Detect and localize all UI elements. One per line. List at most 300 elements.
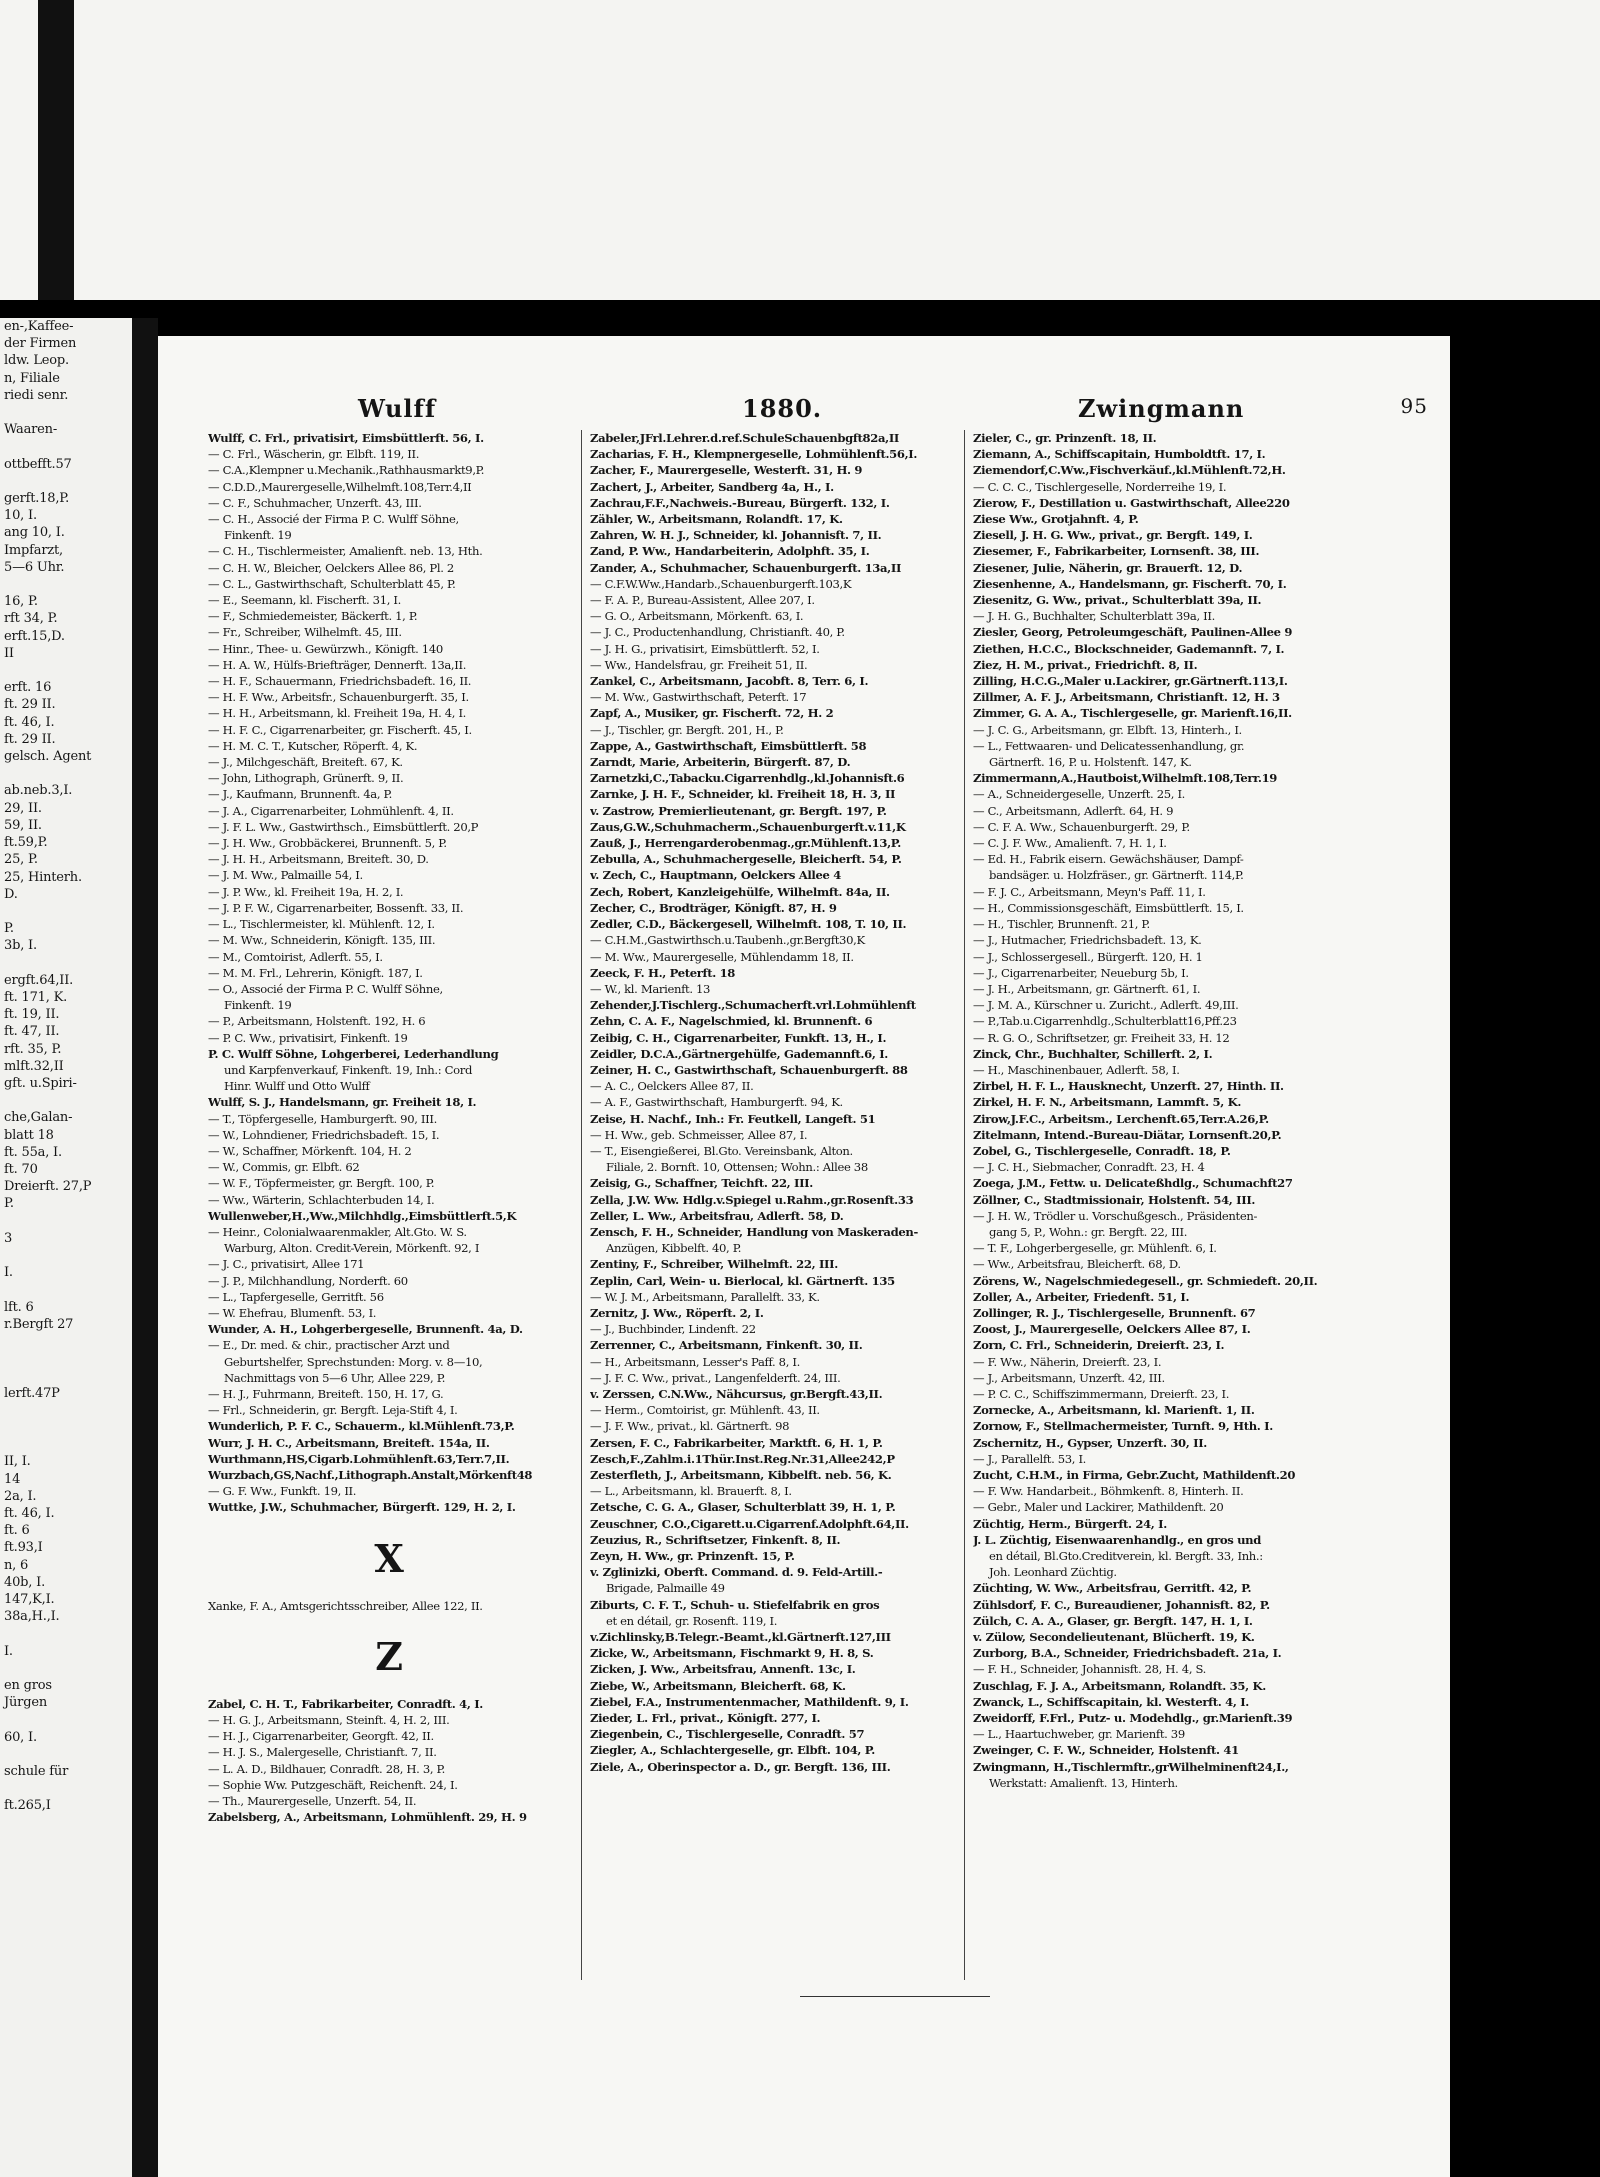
directory-entry: Züchtig, Herm., Bürgerft. 24, I. <box>973 1516 1167 1531</box>
directory-entry: — J., Arbeitsmann, Unzerft. 42, III. <box>973 1370 1165 1385</box>
directory-entry: Zimmer, G. A. A., Tischlergeselle, gr. Marienft.16,II. <box>973 706 1292 721</box>
left-page-line <box>0 1711 132 1728</box>
directory-entry: Zentiny, F., Schreiber, Wilhelmft. 22, III. <box>590 1257 838 1272</box>
directory-entry: — W., Schaffner, Mörkenft. 104, H. 2 <box>208 1143 412 1158</box>
directory-entry: — Ww., Handelsfrau, gr. Freiheit 51, II. <box>590 657 808 672</box>
directory-entry: — W., Lohndiener, Friedrichsbadeft. 15, I. <box>208 1127 440 1142</box>
directory-entry: Zweinger, C. F. W., Schneider, Holstenft. 41 <box>973 1743 1239 1758</box>
directory-entry: — J. P., Milchhandlung, Norderft. 60 <box>208 1273 408 1288</box>
directory-entry: Zwingmann, H.,Tischlermftr.,grWilhelminenft24,I., <box>973 1759 1289 1774</box>
left-page-line: I. <box>4 1643 13 1659</box>
directory-entry: Zarnke, J. H. F., Schneider, kl. Freiheit 18, H. 3, II <box>590 787 896 802</box>
directory-entry: — Frl., Schneiderin, gr. Bergft. Leja-Stift 4, I. <box>208 1403 458 1418</box>
left-page-line: 2a, I. <box>4 1488 37 1504</box>
directory-entry: Zieder, L. Frl., privat., Königft. 277, I. <box>590 1711 821 1726</box>
directory-entry: Zeuschner, C.O.,Cigarett.u.Cigarrenf.Adolphft.64,II. <box>590 1516 909 1531</box>
directory-entry: — J. P. Ww., kl. Freiheit 19a, H. 2, I. <box>208 884 404 899</box>
directory-entry: Ziele, A., Oberinspector a. D., gr. Bergft. 136, III. <box>590 1759 891 1774</box>
directory-entry: Zacharias, F. H., Klempnergeselle, Lohmühlenft.56,I. <box>590 447 918 462</box>
directory-entry: Zersen, F. C., Fabrikarbeiter, Marktft. 6, H. 1, P. <box>590 1435 883 1450</box>
directory-entry: — H. Ww., geb. Schmeisser, Allee 87, I. <box>590 1127 808 1142</box>
directory-entry: Wuttke, J.W., Schuhmacher, Bürgerft. 129, H. 2, I. <box>208 1500 516 1515</box>
left-page-line: rft 34, P. <box>4 611 58 627</box>
directory-entry: — Fr., Schreiber, Wilhelmft. 45, III. <box>208 625 402 640</box>
directory-entry: Ziesell, J. H. G. Ww., privat., gr. Bergft. 149, I. <box>973 528 1253 543</box>
directory-entry: — L., Tischlermeister, kl. Mühlenft. 12, I. <box>208 917 435 932</box>
directory-entry: — J. F. Ww., privat., kl. Gärtnerft. 98 <box>590 1419 790 1434</box>
directory-entry: — A. F., Gastwirthschaft, Hamburgerft. 94, K. <box>590 1095 843 1110</box>
directory-entry: Zicke, W., Arbeitsmann, Fischmarkt 9, H. 8, S. <box>590 1646 874 1661</box>
column-divider <box>964 430 965 1980</box>
directory-entry: Zappe, A., Gastwirthschaft, Eimsbüttlerft. 58 <box>590 738 867 753</box>
directory-entry: — F. A. P., Bureau-Assistent, Allee 207, I. <box>590 593 815 608</box>
directory-entry: — J. H. W., Trödler u. Vorschußgesch., Präsidenten- <box>973 1208 1258 1223</box>
directory-entry: Wunderlich, P. F. C., Schauerm., kl.Mühlenft.73,P. <box>208 1419 515 1434</box>
directory-entry: — C.D.D.,Maurergeselle,Wilhelmft.108,Terr.4,II <box>208 479 472 494</box>
directory-entry: — L., Tapfergeselle, Gerritft. 56 <box>208 1289 384 1304</box>
directory-entry: — C. H., Associé der Firma P. C. Wulff Söhne, <box>208 512 459 527</box>
directory-entry: — P. C. C., Schiffszimmermann, Dreierft. 23, I. <box>973 1386 1230 1401</box>
directory-entry: — W. Ehefrau, Blumenft. 53, I. <box>208 1305 377 1320</box>
left-page-line <box>0 1660 132 1677</box>
directory-entry: — F. J. C., Arbeitsmann, Meyn's Paff. 11, I. <box>973 884 1206 899</box>
left-page-line: P. <box>4 921 14 937</box>
directory-entry: — J., Cigarrenarbeiter, Neueburg 5b, I. <box>973 965 1189 980</box>
entry-continuation: Warburg, Alton. Credit-Verein, Mörkenft. 92, I <box>224 1241 480 1256</box>
directory-entry: Züchting, W. Ww., Arbeitsfrau, Gerritft. 42, P. <box>973 1581 1252 1596</box>
directory-entry: — M. Ww., Schneiderin, Königft. 135, III. <box>208 933 436 948</box>
directory-entry: Xanke, F. A., Amtsgerichtsschreiber, Allee 122, II. <box>208 1598 483 1613</box>
left-page-line: ft.59,P. <box>4 835 48 851</box>
directory-entry: Wurzbach,GS,Nachf.,Lithograph.Anstalt,Mörkenft48 <box>208 1468 533 1482</box>
directory-entry: — R. G. O., Schriftsetzer, gr. Freiheit 33, H. 12 <box>973 1030 1230 1045</box>
directory-entry: Zella, J.W. Ww. Hdlg.v.Spiegel u.Rahm.,gr.Rosenft.33 <box>590 1192 914 1207</box>
left-page-line: ft.93,I <box>4 1540 43 1556</box>
directory-entry: — L. A. D., Bildhauer, Conradft. 28, H. 3, P. <box>208 1761 445 1776</box>
directory-entry: Zähler, W., Arbeitsmann, Rolandft. 17, K. <box>590 512 843 527</box>
entry-continuation: Werkstatt: Amalienft. 13, Hinterh. <box>989 1775 1178 1790</box>
entry-continuation: et en détail, gr. Rosenft. 119, I. <box>606 1613 778 1628</box>
directory-entry: Wunder, A. H., Lohgerbergeselle, Brunnenft. 4a, D. <box>208 1322 523 1337</box>
directory-entry: Zahren, W. H. J., Schneider, kl. Johannisft. 7, II. <box>590 528 882 543</box>
directory-entry: — A. C., Oelckers Allee 87, II. <box>590 1079 754 1094</box>
directory-entry: Zirbel, H. F. L., Hausknecht, Unzerft. 27, Hinth. II. <box>973 1079 1284 1094</box>
directory-entry: Ziebe, W., Arbeitsmann, Bleicherft. 68, K. <box>590 1678 846 1693</box>
directory-entry: — J. H., Arbeitsmann, gr. Gärtnerft. 61, I. <box>973 981 1201 996</box>
left-page-line: 25, Hinterh. <box>4 869 82 885</box>
directory-entry: — T. F., Lohgerbergeselle, gr. Mühlenft. 6, I. <box>973 1241 1217 1256</box>
entry-continuation: Nachmittags von 5—6 Uhr, Allee 229, P. <box>224 1370 446 1385</box>
left-page-line: 16, P. <box>4 594 38 610</box>
left-page-line: ottbefft.57 <box>4 456 72 472</box>
section-letter: Z <box>375 1633 403 1679</box>
directory-entry: Zeuzius, R., Schriftsetzer, Finkenft. 8, II. <box>590 1532 841 1547</box>
left-page-line: ab.neb.3,I. <box>4 783 73 799</box>
end-rule <box>800 1996 990 1997</box>
directory-entry: — M. Ww., Gastwirthschaft, Peterft. 17 <box>590 690 807 705</box>
left-page-line: 38a,H.,I. <box>4 1609 60 1625</box>
directory-entry: — H. F., Schauermann, Friedrichsbadeft. 16, II. <box>208 674 472 689</box>
left-page-line: ft. 70 <box>4 1161 38 1177</box>
directory-entry: — F. H., Schneider, Johannisft. 28, H. 4, S. <box>973 1662 1206 1677</box>
left-page-line: Dreierft. 27,P <box>4 1179 92 1195</box>
left-page-line: ldw. Leop. <box>4 353 69 369</box>
directory-entry: — J., Schlossergesell., Bürgerft. 120, H. 1 <box>973 949 1203 964</box>
left-page-line <box>0 662 132 679</box>
directory-entry: — H. G. J., Arbeitsmann, Steinft. 4, H. 2, III. <box>208 1713 450 1728</box>
directory-entry: — T., Eisengießerei, Bl.Gto. Vereinsbank, Alton. <box>590 1143 853 1158</box>
directory-entry: — J. C., Productenhandlung, Christianft. 40, P. <box>590 625 845 640</box>
entry-continuation: Anzügen, Kibbelft. 40, P. <box>606 1241 742 1256</box>
directory-entry: — W. F., Töpfermeister, gr. Bergft. 100, P. <box>208 1176 435 1191</box>
left-page-line: II <box>4 645 14 661</box>
left-page-line: n, Filiale <box>4 370 60 386</box>
directory-entry: v. Zülow, Secondelieutenant, Blücherft. 19, K. <box>973 1630 1255 1645</box>
left-page-line: 29, II. <box>4 800 42 816</box>
directory-entry: — Th., Maurergeselle, Unzerft. 54, II. <box>208 1794 417 1809</box>
header-year: 1880. <box>742 394 823 423</box>
directory-entry: — J. A., Cigarrenarbeiter, Lohmühlenft. 4, II. <box>208 803 454 818</box>
directory-entry: Zabeler,JFrl.Lehrer.d.ref.SchuleSchauenbgft82a,II <box>590 431 899 445</box>
directory-entry: Zimmermann,A.,Hautboist,Wilhelmft.108,Terr.19 <box>973 771 1278 786</box>
column-2 <box>590 430 952 1775</box>
directory-entry: — J. C. G., Arbeitsmann, gr. Elbft. 13, Hinterh., I. <box>973 722 1242 737</box>
directory-entry: — G. F. Ww., Funkft. 19, II. <box>208 1484 357 1499</box>
directory-entry: — Hinr., Thee- u. Gewürzwh., Königft. 140 <box>208 641 443 656</box>
directory-entry: Zuschlag, F. J. A., Arbeitsmann, Rolandft. 35, K. <box>973 1678 1266 1693</box>
left-page-line: blatt 18 <box>4 1127 54 1143</box>
directory-entry: v. Zech, C., Hauptmann, Oelckers Allee 4 <box>590 868 841 883</box>
left-page-line: en-,Kaffee- <box>4 319 74 334</box>
directory-entry: Zauß, J., Herrengarderobenmag.,gr.Mühlenft.13,P. <box>590 836 901 851</box>
directory-entry: Zand, P. Ww., Handarbeiterin, Adolphft. 35, I. <box>590 544 870 559</box>
left-page-line <box>0 438 132 455</box>
directory-entry: Zirkel, H. F. N., Arbeitsmann, Lammft. 5, K. <box>973 1095 1242 1110</box>
entry-continuation: Finkenft. 19 <box>224 528 292 543</box>
directory-entry: Zesch,F.,Zahlm.i.1Thür.Inst.Reg.Nr.31,Allee242,P <box>590 1451 895 1466</box>
directory-entry: Zwanck, L., Schiffscapitain, kl. Westerft. 4, I. <box>973 1694 1249 1709</box>
left-page-line <box>0 1213 132 1230</box>
left-page-line: II, I. <box>4 1454 31 1470</box>
directory-entry: — Ww., Arbeitsfrau, Bleicherft. 68, D. <box>973 1257 1181 1272</box>
directory-entry: — J. H. Ww., Grobbäckerei, Brunnenft. 5, P. <box>208 836 447 851</box>
directory-entry: Zeiner, H. C., Gastwirthschaft, Schauenburgerft. 88 <box>590 1062 908 1077</box>
directory-entry: — J., Kaufmann, Brunnenft. 4a, P. <box>208 787 392 802</box>
directory-entry: — E., Dr. med. & chir., practischer Arzt und <box>208 1338 450 1353</box>
directory-entry: Zeller, L. Ww., Arbeitsfrau, Adlerft. 58, D. <box>590 1208 844 1223</box>
header-left-word: Wulff <box>358 394 437 423</box>
entry-continuation: Geburtshelfer, Sprechstunden: Morg. v. 8—10, <box>224 1354 483 1369</box>
directory-entry: — J., Tischler, gr. Bergft. 201, H., P. <box>590 722 784 737</box>
directory-entry: Zachrau,F.F.,Nachweis.-Bureau, Bürgerft. 132, I. <box>590 495 890 510</box>
directory-entry: — J. M. A., Kürschner u. Zuricht., Adlerft. 49,III. <box>973 998 1239 1013</box>
directory-entry: Zülch, C. A. A., Glaser, gr. Bergft. 147, H. 1, I. <box>973 1613 1253 1628</box>
directory-entry: Ziese Ww., Grotjahnft. 4, P. <box>973 512 1139 527</box>
directory-entry: — W., Commis, gr. Elbft. 62 <box>208 1160 360 1175</box>
left-page-line: der Firmen <box>4 336 77 352</box>
directory-entry: Ziez, H. M., privat., Friedrichft. 8, II. <box>973 657 1198 672</box>
left-page-line: 3 <box>4 1230 13 1246</box>
directory-entry: — L., Fettwaaren- und Delicatessenhandlung, gr. <box>973 738 1245 753</box>
left-page-line: n, 6 <box>4 1557 29 1573</box>
directory-entry: Zöllner, C., Stadtmissionair, Holstenft. 54, III. <box>973 1192 1256 1207</box>
directory-entry: Wulff, C. Frl., privatisirt, Eimsbüttlerft. 56, I. <box>208 431 484 445</box>
directory-entry: Zierow, F., Destillation u. Gastwirthschaft, Allee220 <box>973 495 1290 510</box>
directory-entry: — J., Hutmacher, Friedrichsbadeft. 13, K. <box>973 933 1202 948</box>
left-page-line <box>0 1419 132 1436</box>
directory-entry: — H. M. C. T., Kutscher, Röperft. 4, K. <box>208 738 418 753</box>
left-page-line: ft. 46, I. <box>4 1506 55 1522</box>
directory-entry: — J., Milchgeschäft, Breiteft. 67, K. <box>208 755 403 770</box>
directory-page <box>158 336 1450 2177</box>
directory-entry: Zernitz, J. Ww., Röperft. 2, I. <box>590 1305 764 1320</box>
left-page-line <box>0 1780 132 1797</box>
directory-entry: Zabel, C. H. T., Fabrikarbeiter, Conradft. 4, I. <box>208 1696 483 1711</box>
directory-entry: — J., Parallelft. 53, I. <box>973 1451 1087 1466</box>
directory-entry: — Heinr., Colonialwaarenmakler, Alt.Gto. W. S. <box>208 1224 467 1239</box>
spacer <box>208 1588 570 1598</box>
section-letter: X <box>374 1535 404 1581</box>
left-page-line: 147,K,I. <box>4 1592 55 1608</box>
directory-entry: Zweidorff, F.Frl., Putz- u. Modehdlg., gr.Marienft.39 <box>973 1711 1293 1726</box>
spacer <box>208 1686 570 1696</box>
directory-entry: — H., Tischler, Brunnenft. 21, P. <box>973 917 1150 932</box>
left-page-fragment <box>0 318 132 2177</box>
directory-entry: Zarndt, Marie, Arbeiterin, Bürgerft. 87, D. <box>590 755 851 770</box>
directory-entry: — A., Schneidergeselle, Unzerft. 25, I. <box>973 787 1186 802</box>
directory-entry: — C. C. C., Tischlergeselle, Norderreihe 19, I. <box>973 479 1227 494</box>
directory-entry: — C.F.W.Ww.,Handarb.,Schauenburgerft.103,K <box>590 576 852 591</box>
directory-entry: — C. H. W., Bleicher, Oelckers Allee 86, Pl. 2 <box>208 560 454 575</box>
directory-entry: — F. Ww. Handarbeit., Böhmkenft. 8, Hinterh. II. <box>973 1484 1244 1499</box>
dark-edge <box>38 0 74 300</box>
left-page-line <box>0 1746 132 1763</box>
directory-entry: Zesterfleth, J., Arbeitsmann, Kibbelft. neb. 56, K. <box>590 1468 892 1482</box>
directory-entry: Zörens, W., Nagelschmiedegesell., gr. Schmiedeft. 20,II. <box>973 1273 1318 1288</box>
spacer <box>208 1516 570 1526</box>
directory-entry: Ziburts, C. F. T., Schuh- u. Stiefelfabrik en gros <box>590 1597 880 1612</box>
entry-continuation: Finkenft. 19 <box>224 998 292 1013</box>
directory-entry: Ziesener, Julie, Näherin, gr. Brauerft. 12, D. <box>973 560 1243 575</box>
left-page-line: 5—6 Uhr. <box>4 559 65 575</box>
directory-entry: — H. F. C., Cigarrenarbeiter, gr. Fischerft. 45, I. <box>208 722 472 737</box>
left-page-line: ft. 46, I. <box>4 714 55 730</box>
directory-entry: Zeyn, H. Ww., gr. Prinzenft. 15, P. <box>590 1549 795 1564</box>
directory-entry: v. Zastrow, Premierlieutenant, gr. Bergft. 197, P. <box>590 803 887 818</box>
left-page-line <box>0 473 132 490</box>
directory-entry: — C., Arbeitsmann, Adlerft. 64, H. 9 <box>973 803 1174 818</box>
left-page-line: gft. u.Spiri- <box>4 1075 77 1091</box>
directory-entry: Zeidler, D.C.A.,Gärtnergehülfe, Gademannft.6, I. <box>590 1046 888 1061</box>
directory-entry: Ziesenitz, G. Ww., privat., Schulterblatt 39a, II. <box>973 593 1262 608</box>
directory-entry: Zebulla, A., Schuhmachergeselle, Bleicherft. 54, P. <box>590 852 902 867</box>
directory-entry: — J. F. C. Ww., privat., Langenfelderft. 24, III. <box>590 1370 841 1385</box>
left-page-line <box>0 955 132 972</box>
directory-entry: — J. F. L. Ww., Gastwirthsch., Eimsbüttlerft. 20,P <box>208 819 479 834</box>
directory-entry: Zornecke, A., Arbeitsmann, kl. Marienft. 1, II. <box>973 1403 1255 1418</box>
directory-entry: — J. P. F. W., Cigarrenarbeiter, Bossenft. 33, II. <box>208 900 464 915</box>
left-page-line: Waaren- <box>4 422 58 438</box>
directory-entry: — F., Schmiedemeister, Bäckerft. 1, P. <box>208 609 418 624</box>
directory-entry: Zeeck, F. H., Peterft. 18 <box>590 965 736 980</box>
directory-entry: — C. F., Schuhmacher, Unzerft. 43, III. <box>208 495 422 510</box>
left-page-line: erft.15,D. <box>4 628 65 644</box>
directory-entry: Ziesemer, F., Fabrikarbeiter, Lornsenft. 38, III. <box>973 544 1260 559</box>
directory-entry: Zühlsdorf, F. C., Bureaudiener, Johannisft. 82, P. <box>973 1597 1270 1612</box>
directory-entry: Zurborg, B.A., Schneider, Friedrichsbadeft. 21a, I. <box>973 1646 1282 1661</box>
left-page-line: 40b, I. <box>4 1574 45 1590</box>
left-page-line: ang 10, I. <box>4 525 65 541</box>
directory-entry: Zeisig, G., Schaffner, Teichft. 22, III. <box>590 1176 813 1191</box>
left-page-line <box>0 1402 132 1419</box>
left-page-line: ft.265,I <box>4 1798 51 1814</box>
directory-entry: Zaus,G.W.,Schuhmacherm.,Schauenburgerft.v.11,K <box>590 819 906 834</box>
directory-entry: — J. M. Ww., Palmaille 54, I. <box>208 868 363 883</box>
directory-entry: — P. C. Ww., privatisirt, Finkenft. 19 <box>208 1030 408 1045</box>
directory-entry: Ziemendorf,C.Ww.,Fischverkäuf.,kl.Mühlenft.72,H. <box>973 463 1286 478</box>
directory-entry: — H. F. Ww., Arbeitsfr., Schauenburgerft. 35, I. <box>208 690 469 705</box>
directory-entry: — J. C., privatisirt, Allee 171 <box>208 1257 365 1272</box>
directory-entry: — H., Arbeitsmann, Lesser's Paff. 8, I. <box>590 1354 800 1369</box>
column-3 <box>973 430 1335 1791</box>
directory-entry: — Herm., Comtoirist, gr. Mühlenft. 43, II. <box>590 1403 820 1418</box>
directory-entry: — J. H. H., Arbeitsmann, Breiteft. 30, D. <box>208 852 429 867</box>
directory-entry: Wurthmann,HS,Cigarb.Lohmühlenft.63,Terr.7,II. <box>208 1451 510 1466</box>
directory-entry: P. C. Wulff Söhne, Lohgerberei, Lederhandlung <box>208 1046 499 1061</box>
left-page-line: en gros <box>4 1678 52 1694</box>
directory-entry: — H. H., Arbeitsmann, kl. Freiheit 19a, H. 4, I. <box>208 706 467 721</box>
directory-entry: — Gebr., Maler und Lackirer, Mathildenft. 20 <box>973 1500 1224 1515</box>
directory-entry: — C.H.M.,Gastwirthsch.u.Taubenh.,gr.Bergft30,K <box>590 933 865 948</box>
directory-entry: — C. F. A. Ww., Schauenburgerft. 29, P. <box>973 819 1190 834</box>
directory-entry: v. Zglinizki, Oberft. Command. d. 9. Feld-Artill.- <box>590 1565 883 1580</box>
left-page-line: erft. 16 <box>4 680 52 696</box>
directory-entry: — W. J. M., Arbeitsmann, Parallelft. 33, K. <box>590 1289 820 1304</box>
directory-entry: Ziegenbein, C., Tischlergeselle, Conradft. 57 <box>590 1727 865 1742</box>
directory-entry: v.Zichlinsky,B.Telegr.-Beamt.,kl.Gärtnerft.127,III <box>590 1630 891 1645</box>
directory-entry: Zitelmann, Intend.-Bureau-Diätar, Lornsenft.20,P. <box>973 1127 1282 1142</box>
left-page-line <box>0 1367 132 1384</box>
directory-entry: — C. L., Gastwirthschaft, Schulterblatt 45, P. <box>208 576 456 591</box>
header-right-word: Zwingmann <box>1078 394 1245 423</box>
directory-entry: Zucht, C.H.M., in Firma, Gebr.Zucht, Mathildenft.20 <box>973 1468 1296 1482</box>
directory-entry: Zecher, C., Brodträger, Königft. 87, H. 9 <box>590 900 837 915</box>
left-page-line: Jürgen <box>4 1695 47 1711</box>
directory-entry: — J., Buchbinder, Lindenft. 22 <box>590 1322 756 1337</box>
left-page-line: ft. 171, K. <box>4 989 68 1005</box>
directory-entry: Zirow,J.F.C., Arbeitsm., Lerchenft.65,Terr.A.26,P. <box>973 1111 1269 1126</box>
directory-entry: — L., Arbeitsmann, kl. Brauerft. 8, I. <box>590 1484 792 1499</box>
left-page-line: ft. 6 <box>4 1523 30 1539</box>
directory-entry: — Ed. H., Fabrik eisern. Gewächshäuser, Dampf- <box>973 852 1244 867</box>
directory-entry: — H. J., Cigarrenarbeiter, Georgft. 42, II. <box>208 1729 434 1744</box>
directory-entry: Wurr, J. H. C., Arbeitsmann, Breiteft. 154a, II. <box>208 1435 490 1450</box>
left-page-line: riedi senr. <box>4 387 69 403</box>
directory-entry: Zehn, C. A. F., Nagelschmied, kl. Brunnenft. 6 <box>590 1014 873 1029</box>
directory-entry: Zollinger, R. J., Tischlergeselle, Brunnenft. 67 <box>973 1305 1256 1320</box>
directory-entry: — Ww., Wärterin, Schlachterbuden 14, I. <box>208 1192 435 1207</box>
left-page-line: mlft.32,II <box>4 1058 64 1074</box>
left-page-line <box>0 1092 132 1109</box>
left-page-line: lft. 6 <box>4 1299 34 1315</box>
left-page-line <box>0 404 132 421</box>
directory-entry: Zerrenner, C., Arbeitsmann, Finkenft. 30, II. <box>590 1338 863 1353</box>
left-page-line: 25, P. <box>4 852 38 868</box>
directory-entry: — John, Lithograph, Grünerft. 9, II. <box>208 771 404 786</box>
directory-entry: Zoost, J., Maurergeselle, Oelckers Allee 87, I. <box>973 1322 1251 1337</box>
directory-entry: Zornow, F., Stellmachermeister, Turnft. 9, Hth. I. <box>973 1419 1273 1434</box>
entry-continuation: Joh. Leonhard Züchtig. <box>989 1565 1117 1580</box>
left-page-line: 14 <box>4 1471 21 1487</box>
directory-entry: — P.,Tab.u.Cigarrenhdlg.,Schulterblatt16,Pff.23 <box>973 1014 1237 1029</box>
left-page-line <box>0 576 132 593</box>
left-page-line: schule für <box>4 1764 69 1780</box>
running-header <box>158 394 1450 428</box>
column-1 <box>208 430 570 1825</box>
left-page-line: che,Galan- <box>4 1110 73 1126</box>
directory-entry: — M. M. Frl., Lehrerin, Königft. 187, I. <box>208 965 423 980</box>
directory-entry: — C. Frl., Wäscherin, gr. Elbft. 119, II. <box>208 447 420 462</box>
directory-entry: Zander, A., Schuhmacher, Schauenburgerft. 13a,II <box>590 560 902 575</box>
directory-entry: — H., Commissionsgeschäft, Eimsbüttlerft. 15, I. <box>973 900 1244 915</box>
directory-entry: Zedler, C.D., Bäckergesell, Wilhelmft. 108, T. 10, II. <box>590 917 907 932</box>
directory-entry: — P., Arbeitsmann, Holstenft. 192, H. 6 <box>208 1014 426 1029</box>
directory-entry: Zetsche, C. G. A., Glaser, Schulterblatt 39, H. 1, P. <box>590 1500 896 1515</box>
left-page-line: ft. 29 II. <box>4 697 56 713</box>
entry-continuation: gang 5, P., Wohn.: gr. Bergft. 22, III. <box>989 1224 1188 1239</box>
left-page-line <box>0 1281 132 1298</box>
directory-entry: — J. C. H., Siebmacher, Conradft. 23, H. 4 <box>973 1160 1205 1175</box>
left-page-line: r.Bergft 27 <box>4 1316 74 1332</box>
left-page-line: lerft.47P <box>4 1385 60 1401</box>
directory-entry: — J. H. G., Buchhalter, Schulterblatt 39a, II. <box>973 609 1215 624</box>
left-page-line: 3b, I. <box>4 938 37 954</box>
directory-entry: — W., kl. Marienft. 13 <box>590 981 711 996</box>
directory-entry: Zachert, J., Arbeiter, Sandberg 4a, H., I. <box>590 479 834 494</box>
directory-entry: J. L. Züchtig, Eisenwaarenhandlg., en gros und <box>973 1532 1262 1547</box>
directory-entry: Ziemann, A., Schiffscapitain, Humboldtft. 17, I. <box>973 447 1266 462</box>
entry-continuation: Gärtnerft. 16, P. u. Holstenft. 147, K. <box>989 755 1192 770</box>
left-page-line <box>0 903 132 920</box>
directory-entry: Ziebel, F.A., Instrumentenmacher, Mathildenft. 9, I. <box>590 1694 909 1709</box>
left-page-line: ft. 19, II. <box>4 1007 60 1023</box>
directory-entry: Wulff, S. J., Handelsmann, gr. Freiheit 18, I. <box>208 1095 477 1110</box>
spacer <box>208 1614 570 1624</box>
left-page-line: 59, II. <box>4 817 42 833</box>
directory-entry: — Sophie Ww. Putzgeschäft, Reichenft. 24, I. <box>208 1777 458 1792</box>
directory-entry: — M. Ww., Maurergeselle, Mühlendamm 18, II. <box>590 949 854 964</box>
directory-entry: Zensch, F. H., Schneider, Handlung von Maskeraden- <box>590 1224 918 1239</box>
directory-entry: Zoega, J.M., Fettw. u. Delicateßhdlg., Schumachft27 <box>973 1176 1293 1191</box>
left-page-line: ft. 47, II. <box>4 1024 60 1040</box>
left-page-line: Impfarzt, <box>4 542 63 558</box>
directory-entry: Zankel, C., Arbeitsmann, Jacobft. 8, Terr. 6, I. <box>590 674 869 689</box>
directory-entry: — C.A.,Klempner u.Mechanik.,Rathhausmarkt9,P. <box>208 463 485 478</box>
left-page-line: ft. 29 II. <box>4 731 56 747</box>
directory-entry: Zabelsberg, A., Arbeitsmann, Lohmühlenft. 29, H. 9 <box>208 1810 527 1825</box>
directory-entry: Zehender,J.Tischlerg.,Schumacherft.vrl.Lohmühlenft <box>590 998 916 1013</box>
directory-entry: — H. A. W., Hülfs-Briefträger, Dennerft. 13a,II. <box>208 657 467 672</box>
background-top <box>0 0 1600 300</box>
entry-continuation: Brigade, Palmaille 49 <box>606 1581 725 1596</box>
directory-entry: Zapf, A., Musiker, gr. Fischerft. 72, H. 2 <box>590 706 834 721</box>
column-divider <box>581 430 582 1980</box>
directory-entry: Zschernitz, H., Gypser, Unzerft. 30, II. <box>973 1435 1207 1450</box>
left-page-line: P. <box>4 1196 14 1212</box>
left-page-line: 60, I. <box>4 1729 37 1745</box>
directory-entry: — E., Seemann, kl. Fischerft. 31, I. <box>208 593 401 608</box>
page-number: 95 <box>1400 394 1428 418</box>
